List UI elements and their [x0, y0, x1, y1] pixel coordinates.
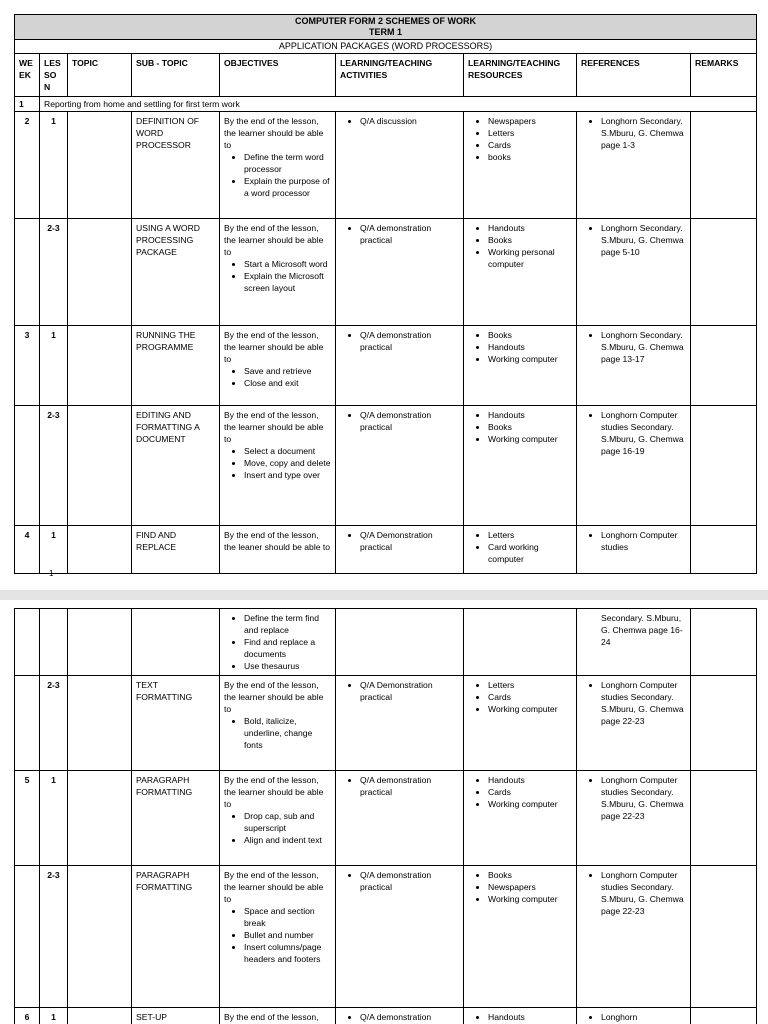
table-row — [15, 609, 757, 676]
week-number: 5 — [15, 771, 40, 866]
lesson-number: 2-3 — [40, 406, 68, 526]
references-cell — [577, 326, 691, 406]
resource-item-list — [468, 329, 572, 365]
references-cell — [577, 406, 691, 526]
reference-item: • Longhorn Secondary. S.Mburu, G. Chemwa page 5-10 — [601, 222, 686, 258]
subtopic-cell: PARAGRAPH FORMATTING — [132, 771, 220, 866]
doc-title: COMPUTER FORM 2 SCHEMES OF WORK — [295, 16, 477, 26]
week-number — [15, 676, 40, 771]
lesson-number — [40, 609, 68, 676]
reference-item-list — [581, 529, 686, 553]
week-number — [15, 406, 40, 526]
reference-item-list — [581, 409, 686, 457]
resource-item-list — [468, 774, 572, 810]
week1-text: Reporting from home and settling for first term work — [40, 97, 757, 112]
activities-cell — [336, 1008, 464, 1024]
objectives-cell — [220, 866, 336, 1008]
objectives-cell — [220, 771, 336, 866]
topic-cell — [68, 112, 132, 219]
resource-item: • Newspapers — [488, 115, 572, 127]
resource-item: • Letters — [488, 679, 572, 691]
resource-item-list — [468, 115, 572, 163]
resource-item-list — [468, 409, 572, 445]
objectives-intro: By the end of the lesson, the learner should be able to — [224, 680, 324, 714]
activity-item: • Q/A demonstration — [360, 1011, 459, 1023]
activities-cell — [336, 219, 464, 326]
activities-cell — [336, 112, 464, 219]
objective-item-list — [224, 258, 331, 294]
objective-item-list — [224, 365, 331, 389]
reference-item: • Longhorn Computer studies — [601, 529, 686, 553]
resource-item: • Working personal computer — [488, 246, 572, 270]
activities-cell — [336, 771, 464, 866]
topic-cell — [68, 866, 132, 1008]
objective-item: • Space and section break — [244, 905, 331, 929]
activity-item-list — [340, 222, 459, 246]
objectives-cell — [220, 112, 336, 219]
scheme-table — [14, 14, 757, 574]
activities-cell — [336, 406, 464, 526]
lesson-number: 1 — [40, 771, 68, 866]
resource-item: • Letters — [488, 127, 572, 139]
activity-item: • Q/A demonstration practical — [360, 222, 459, 246]
remarks-cell — [691, 112, 757, 219]
remarks-cell — [691, 771, 757, 866]
header-references: REFERENCES — [577, 54, 691, 97]
activity-item-list — [340, 529, 459, 553]
activity-item: • Q/A Demonstration practical — [360, 679, 459, 703]
objectives-intro: By the end of the lesson, — [224, 1012, 319, 1022]
week-number: 4 — [15, 526, 40, 574]
objective-item: • Bullet and number — [244, 929, 331, 941]
objective-item: • Insert and type over — [244, 469, 331, 481]
header-activities: LEARNING/TEACHING ACTIVITIES — [336, 54, 464, 97]
activity-item: • Q/A demonstration practical — [360, 869, 459, 893]
resources-cell — [464, 326, 577, 406]
table-row — [15, 1008, 757, 1024]
remarks-cell — [691, 526, 757, 574]
objectives-intro: By the end of the lesson, the learner should be able to — [224, 870, 324, 904]
week1-number: 1 — [15, 97, 40, 112]
reference-item-list — [581, 115, 686, 151]
resource-item-list — [468, 1011, 572, 1023]
table-row — [15, 676, 757, 771]
objective-item: • Move, copy and delete — [244, 457, 331, 469]
activities-cell — [336, 326, 464, 406]
objective-item: • Explain the purpose of a word processor — [244, 175, 331, 199]
objective-item: • Use thesaurus — [244, 660, 331, 672]
reference-item: • Longhorn Computer studies Secondary. S.Mburu, G. Chemwa page 22-23 — [601, 869, 686, 917]
topic-cell — [68, 526, 132, 574]
activity-item: • Q/A discussion — [360, 115, 459, 127]
objective-item: • Define the term find and replace — [244, 612, 331, 636]
references-cell — [577, 609, 691, 676]
header-topic: TOPIC — [68, 54, 132, 97]
table-row — [15, 771, 757, 866]
objectives-intro: By the end of the lesson, the learner should be able to — [224, 330, 324, 364]
doc-term: TERM 1 — [369, 27, 403, 37]
remarks-cell — [691, 406, 757, 526]
remarks-cell — [691, 326, 757, 406]
resource-item: • Working computer — [488, 433, 572, 445]
reference-item: • Longhorn — [601, 1011, 686, 1023]
topic-cell — [68, 1008, 132, 1024]
references-cell — [577, 112, 691, 219]
table-row — [15, 866, 757, 1008]
header-objectives: OBJECTIVES — [220, 54, 336, 97]
table-row — [15, 526, 757, 574]
resource-item-list — [468, 529, 572, 565]
week1-row — [15, 97, 757, 112]
header-lesson: LES SO N — [40, 54, 68, 97]
resource-item: • Handouts — [488, 774, 572, 786]
scheme-table-continued — [14, 608, 757, 1024]
resource-item: • Cards — [488, 691, 572, 703]
resource-item: • Letters — [488, 529, 572, 541]
subtopic-cell: TEXT FORMATTING — [132, 676, 220, 771]
activities-cell — [336, 526, 464, 574]
topic-cell — [68, 609, 132, 676]
subtopic-cell: FIND AND REPLACE — [132, 526, 220, 574]
objective-item-list — [224, 151, 331, 199]
week-number — [15, 866, 40, 1008]
remarks-cell — [691, 676, 757, 771]
week-number: 6 — [15, 1008, 40, 1024]
activities-cell — [336, 676, 464, 771]
subtopic-cell: PARAGRAPH FORMATTING — [132, 866, 220, 1008]
document-page-2 — [0, 600, 768, 1024]
resources-cell — [464, 112, 577, 219]
remarks-cell — [691, 866, 757, 1008]
objectives-cell — [220, 526, 336, 574]
header-subtopic: SUB - TOPIC — [132, 54, 220, 97]
header-resources: LEARNING/TEACHING RESOURCES — [464, 54, 577, 97]
resources-cell — [464, 219, 577, 326]
objective-item: • Align and indent text — [244, 834, 331, 846]
resource-item: • Handouts — [488, 1011, 572, 1023]
objective-item: • Close and exit — [244, 377, 331, 389]
lesson-number: 2-3 — [40, 676, 68, 771]
activity-item-list — [340, 329, 459, 353]
activity-item: • Q/A Demonstration practical — [360, 529, 459, 553]
objective-item: • Drop cap, sub and superscript — [244, 810, 331, 834]
topic-cell — [68, 326, 132, 406]
activity-item: • Q/A demonstration practical — [360, 774, 459, 798]
resource-item: • Books — [488, 234, 572, 246]
lesson-number: 1 — [40, 526, 68, 574]
activity-item-list — [340, 869, 459, 893]
resource-item: • Books — [488, 869, 572, 881]
header-remarks: REMARKS — [691, 54, 757, 97]
resources-cell — [464, 866, 577, 1008]
activity-item-list — [340, 115, 459, 127]
activity-item-list — [340, 1011, 459, 1023]
resource-item: • Books — [488, 421, 572, 433]
objective-item-list — [224, 905, 331, 965]
resource-item: • books — [488, 151, 572, 163]
objective-item: • Define the term word processor — [244, 151, 331, 175]
activity-item-list — [340, 679, 459, 703]
week-number: 2 — [15, 112, 40, 219]
objective-item-list — [224, 612, 331, 672]
lesson-number: 1 — [40, 1008, 68, 1024]
references-cell — [577, 866, 691, 1008]
objective-item-list — [224, 810, 331, 846]
reference-item: • Longhorn Computer studies Secondary. S.Mburu, G. Chemwa page 22-23 — [601, 774, 686, 822]
objectives-cell — [220, 1008, 336, 1024]
table-row — [15, 406, 757, 526]
reference-item-list — [581, 222, 686, 258]
table-row — [15, 219, 757, 326]
header-row — [15, 54, 757, 97]
reference-item-list — [581, 329, 686, 365]
week-number — [15, 219, 40, 326]
objectives-cell — [220, 406, 336, 526]
references-cell — [577, 771, 691, 866]
doc-title-cell — [15, 15, 757, 40]
objective-item: • Bold, italicize, underline, change fonts — [244, 715, 331, 751]
activity-item: • Q/A demonstration practical — [360, 409, 459, 433]
reference-item-list — [581, 869, 686, 917]
resources-cell — [464, 676, 577, 771]
objective-item: • Save and retrieve — [244, 365, 331, 377]
resource-item: • Handouts — [488, 409, 572, 421]
objective-item: • Select a document — [244, 445, 331, 457]
resources-cell — [464, 771, 577, 866]
page-number: 1 — [49, 569, 54, 578]
lesson-number: 1 — [40, 326, 68, 406]
remarks-cell — [691, 609, 757, 676]
resource-item: • Newspapers — [488, 881, 572, 893]
resource-item: • Handouts — [488, 222, 572, 234]
table-row — [15, 326, 757, 406]
week-number: 3 — [15, 326, 40, 406]
resource-item: • Handouts — [488, 341, 572, 353]
activity-item-list — [340, 409, 459, 433]
references-cell — [577, 676, 691, 771]
reference-item: • Longhorn Secondary. S.Mburu, G. Chemwa page 1-3 — [601, 115, 686, 151]
week-number — [15, 609, 40, 676]
objective-item: • Find and replace a documents — [244, 636, 331, 660]
reference-item: • Longhorn Secondary. S.Mburu, G. Chemwa page 13-17 — [601, 329, 686, 365]
objectives-cell — [220, 676, 336, 771]
reference-text: Secondary. S.Mburu, G. Chemwa page 16-24 — [601, 613, 683, 647]
resources-cell — [464, 1008, 577, 1024]
subtopic-cell: USING A WORD PROCESSING PACKAGE — [132, 219, 220, 326]
resource-item-list — [468, 222, 572, 270]
subtopic-cell: RUNNING THE PROGRAMME — [132, 326, 220, 406]
subtopic-cell — [132, 609, 220, 676]
resource-item: • Cards — [488, 139, 572, 151]
remarks-cell — [691, 219, 757, 326]
lesson-number: 2-3 — [40, 866, 68, 1008]
resource-item: • Working computer — [488, 893, 572, 905]
page-gap — [0, 590, 768, 600]
subtopic-cell: DEFINITION OF WORD PROCESSOR — [132, 112, 220, 219]
topic-cell — [68, 771, 132, 866]
objectives-cell — [220, 609, 336, 676]
reference-item: • Longhorn Computer studies Secondary. S.Mburu, G. Chemwa page 22-23 — [601, 679, 686, 727]
resource-item: • Books — [488, 329, 572, 341]
reference-item: • Longhorn Computer studies Secondary. S.Mburu, G. Chemwa page 16-19 — [601, 409, 686, 457]
topic-cell — [68, 219, 132, 326]
objective-item: • Start a Microsoft word — [244, 258, 331, 270]
objectives-intro: By the end of the lesson, the learner should be able to — [224, 116, 324, 150]
resources-cell — [464, 526, 577, 574]
resource-item-list — [468, 869, 572, 905]
objective-item: • Insert columns/page headers and footers — [244, 941, 331, 965]
objective-item: • Explain the Microsoft screen layout — [244, 270, 331, 294]
objectives-intro: By the end of the lesson, the leaner should be able to — [224, 530, 331, 552]
remarks-cell — [691, 1008, 757, 1024]
objective-item-list — [224, 445, 331, 481]
resource-item-list — [468, 679, 572, 715]
subtopic-cell: EDITING AND FORMATTING A DOCUMENT — [132, 406, 220, 526]
resource-item: • Card working computer — [488, 541, 572, 565]
objectives-intro: By the end of the lesson, the learner should be able to — [224, 775, 324, 809]
resource-item: • Cards — [488, 786, 572, 798]
topic-cell — [68, 406, 132, 526]
resource-item: • Working computer — [488, 703, 572, 715]
topic-cell — [68, 676, 132, 771]
header-week: WE EK — [15, 54, 40, 97]
reference-item-list — [581, 679, 686, 727]
objectives-cell — [220, 219, 336, 326]
reference-item-list — [581, 774, 686, 822]
resource-item: • Working computer — [488, 798, 572, 810]
activities-cell — [336, 866, 464, 1008]
reference-item-list — [581, 1011, 686, 1023]
resources-cell — [464, 609, 577, 676]
activity-item: • Q/A demonstration practical — [360, 329, 459, 353]
lesson-number: 2-3 — [40, 219, 68, 326]
subtopic-cell: SET-UP — [132, 1008, 220, 1024]
objectives-cell — [220, 326, 336, 406]
resource-item: • Working computer — [488, 353, 572, 365]
activity-item-list — [340, 774, 459, 798]
resources-cell — [464, 406, 577, 526]
objectives-intro: By the end of the lesson, the learner should be able to — [224, 410, 324, 444]
references-cell — [577, 526, 691, 574]
lesson-number: 1 — [40, 112, 68, 219]
objective-item-list — [224, 715, 331, 751]
references-cell — [577, 1008, 691, 1024]
references-cell — [577, 219, 691, 326]
doc-subject: APPLICATION PACKAGES (WORD PROCESSORS) — [15, 40, 757, 54]
activities-cell — [336, 609, 464, 676]
table-row — [15, 112, 757, 219]
objectives-intro: By the end of the lesson, the learner should be able to — [224, 223, 324, 257]
